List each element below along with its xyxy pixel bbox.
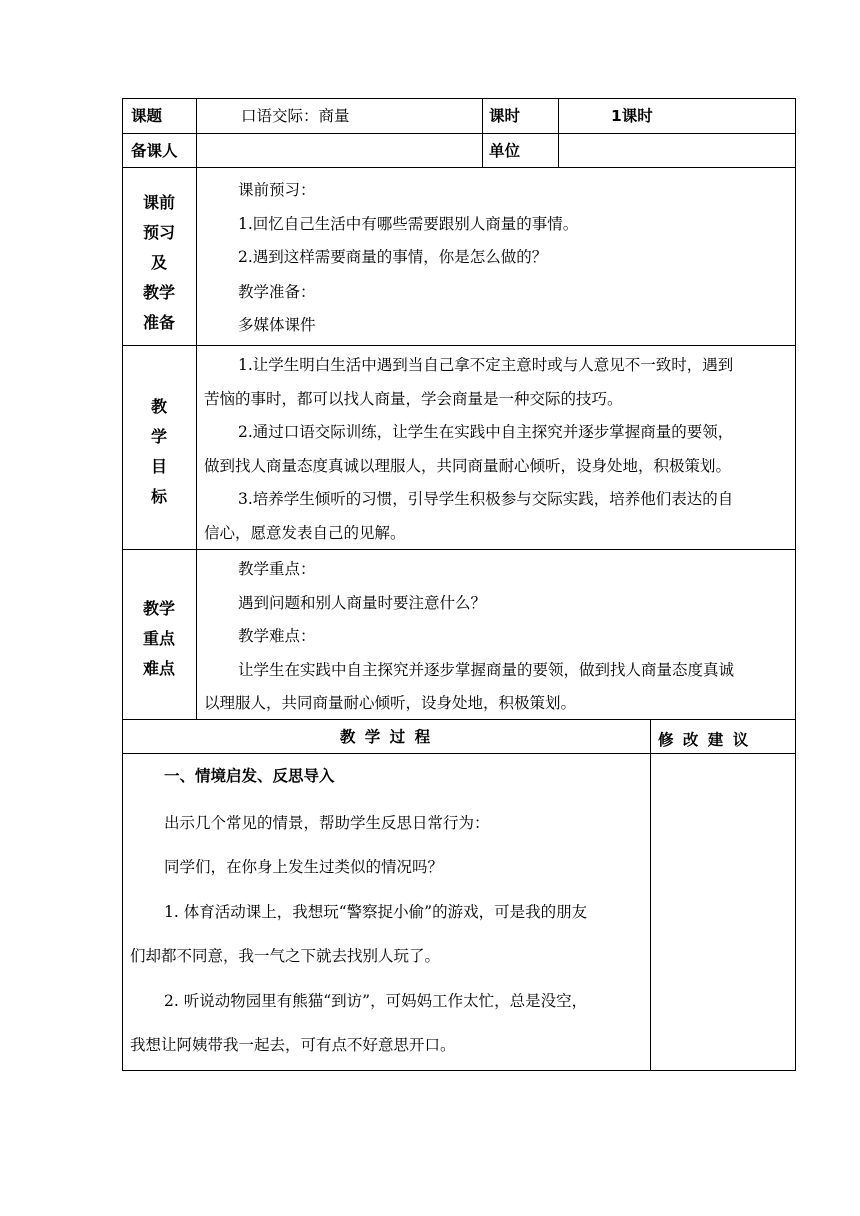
table-border [482,98,483,168]
table-border [558,98,559,168]
objectives-label-line: 目 [150,457,167,476]
process-line: 们却都不同意，我一气之下就去找别人玩了。 [130,947,441,965]
preparation-line: 多媒体课件 [238,316,316,334]
preparation-label-line: 教学 [142,283,175,302]
topic-value: 口语交际：商量 [241,107,350,125]
table-border [122,549,796,550]
preparation-label-line: 课前 [142,193,175,212]
suggestion-title: 修 改 建 议 [658,731,751,749]
table-border [196,98,197,720]
table-border [122,1070,796,1071]
key-points-line: 以理服人，共同商量耐心倾听，设身处地，积极策划。 [204,694,577,712]
objectives-line: 信心，愿意发表自己的见解。 [204,524,406,542]
table-border [122,133,796,134]
period-label: 课时 [489,107,521,125]
process-line: 2. 听说动物园里有熊猫“到访”，可妈妈工作太忙，总是没空， [164,992,588,1010]
period-value: 1课时 [611,107,653,125]
preparation-label-line: 准备 [142,313,175,332]
topic-label: 课题 [131,107,163,125]
preparation-line: 2.遇到这样需要商量的事情，你是怎么做的？ [238,248,548,266]
table-border [122,719,796,720]
preparer-label: 备课人 [131,142,178,160]
preparation-label-line: 预习 [142,223,175,242]
key-points-line: 遇到问题和别人商量时要注意什么？ [238,594,487,612]
key-points-line: 教学难点： [238,627,316,645]
process-line: 1. 体育活动课上，我想玩“警察捉小偷”的游戏，可是我的朋友 [164,903,588,921]
process-title: 教 学 过 程 [339,728,433,746]
key-points-line: 教学重点： [238,560,316,578]
key-points-line: 让学生在实践中自主探究并逐步掌握商量的要领，做到找人商量态度真诚 [238,661,735,679]
table-border [122,345,796,346]
preparation-line: 教学准备： [238,283,316,301]
objectives-line: 苦恼的事时，都可以找人商量，学会商量是一种交际的技巧。 [204,390,623,408]
objectives-line: 做到找人商量态度真诚以理服人，共同商量耐心倾听，设身处地，积极策划。 [204,457,732,475]
process-section-title: 一、情境启发、反思导入 [164,767,335,785]
key-points-label-line: 教学 [142,599,175,618]
objectives-label-line: 教 [150,397,167,416]
table-border [795,98,796,1071]
preparation-label-line: 及 [150,253,167,272]
preparation-line: 课前预习： [238,181,316,199]
objectives-label-line: 标 [150,487,167,506]
unit-label: 单位 [489,142,521,160]
objectives-line: 3.培养学生倾听的习惯，引导学生积极参与交际实践，培养他们表达的自 [238,490,734,508]
table-border [122,753,796,754]
preparation-line: 1.回忆自己生活中有哪些需要跟别人商量的事情。 [238,215,579,233]
process-line: 我想让阿姨带我一起去，可有点不好意思开口。 [130,1036,456,1054]
key-points-label-line: 难点 [142,659,175,678]
table-border [122,98,796,99]
objectives-line: 2.通过口语交际训练，让学生在实践中自主探究并逐步掌握商量的要领， [238,423,734,441]
objectives-line: 1.让学生明白生活中遇到当自己拿不定主意时或与人意见不一致时，遇到 [238,356,734,374]
process-line: 同学们，在你身上发生过类似的情况吗？ [164,858,444,876]
key-points-label-line: 重点 [142,629,175,648]
table-border [650,719,651,1071]
process-line: 出示几个常见的情景，帮助学生反思日常行为： [164,814,490,832]
table-border [122,167,796,168]
objectives-label-line: 学 [150,427,167,446]
